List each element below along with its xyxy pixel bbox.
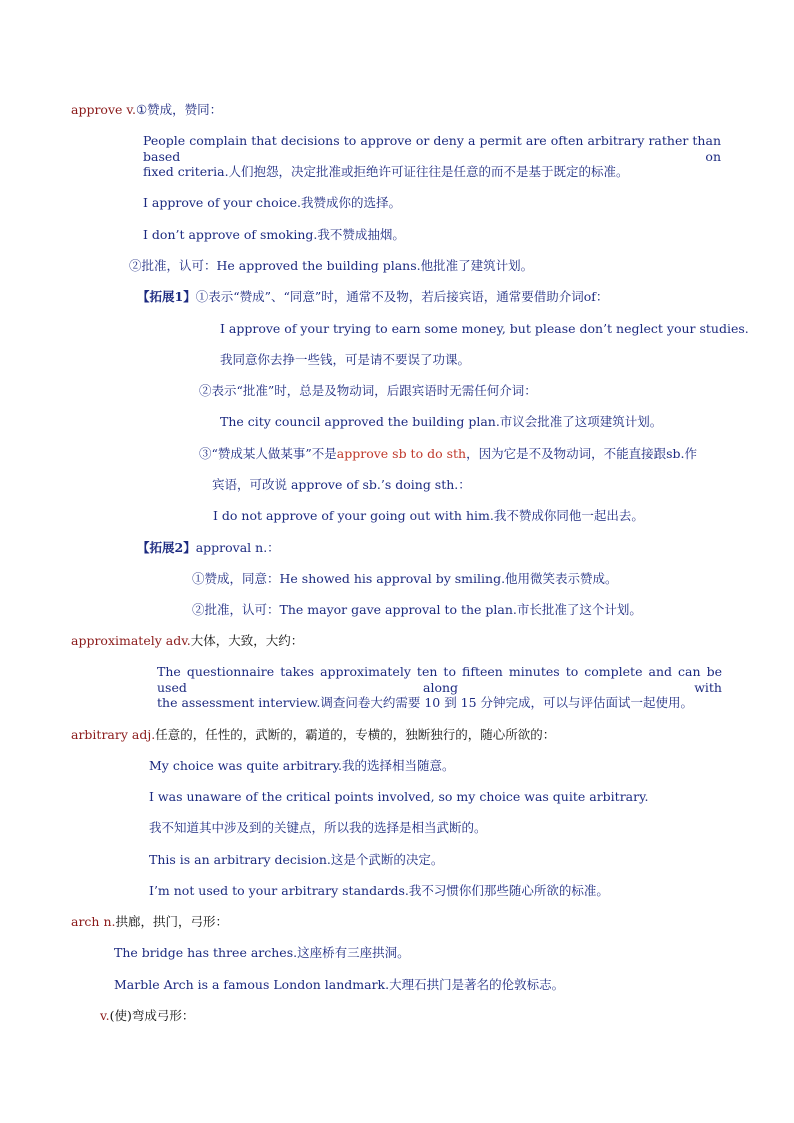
entry-arch-headline [71,914,228,930]
example-line: I was unaware of the critical points involved, so my choice was quite arbitrary. [149,789,649,804]
sense-1: ①赞成，赞同： [135,102,223,117]
sense: 大体，大致，大约： [190,633,304,648]
example-line: I don’t approve of smoking.我不赞成抽烟。 [143,227,405,242]
point-3-text: ③“赞成某人做某事”不是 [199,446,337,461]
example-line: Marble Arch is a famous London landmark.大理石拱门是著名的伦敦标志。 [114,977,565,992]
verb-label: v. [100,1008,110,1023]
example-line: The bridge has three arches.这座桥有三座拱洞。 [114,945,410,960]
sense-marker: ①赞成，同意： [192,571,280,586]
example-line: My choice was quite arbitrary.我的选择相当随意。 [149,758,455,773]
headword-arch: arch n. [71,914,116,929]
extension-2-label: 【拓展2】 [137,540,196,555]
extension-1-label: 【拓展1】 [137,289,196,304]
example-line: the assessment interview.调查问卷大约需要 10 到 15 分钟完成，可以与评估面试一起使用。 [157,695,694,710]
sense: 拱廊，拱门，弓形： [115,914,228,929]
extension-2-line [137,540,280,556]
extension-2-head: approval n.： [195,540,280,555]
headword-approximately: approximately adv. [71,633,191,648]
sense-2-marker: ②批准，认可： [129,258,217,273]
point-3-wrong-usage: approve sb to do sth [336,446,467,461]
entry-arch-verb [100,1008,194,1024]
example-en-justified: People complain that decisions to approve or deny a permit are often arbitrary rather than based on [143,133,721,164]
example-line: I approve of your trying to earn some money, but please don’t neglect your studies. [220,321,749,336]
example-en-justified: The questionnaire takes approximately ten to fifteen minutes to complete and can be used along with [157,664,722,695]
extension-1-point-3 [199,446,697,462]
example-line: I’m not used to your arbitrary standards.我不习惯你们那些随心所欲的标准。 [149,883,609,898]
example-line: 我不知道其中涉及到的关键点，所以我的选择是相当武断的。 [149,820,487,835]
extension-2-sense-1 [192,571,618,587]
point-3-text-cont: ，因为它是不及物动词，不能直接跟sb.作 [466,446,697,461]
sense-example: The mayor gave approval to the plan.市长批准了这个计划。 [279,602,642,617]
example-line: This is an arbitrary decision.这是个武断的决定。 [149,852,444,867]
extension-1-point-3-cont: 宾语，可改说 approve of sb.’s doing sth.： [212,477,471,492]
sense-2-example: He approved the building plans.他批准了建筑计划。 [216,258,534,273]
headword-arbitrary: arbitrary adj. [71,727,156,742]
extension-1-point-2: ②表示“批准”时，总是及物动词，后跟宾语时无需任何介词： [199,383,537,398]
example-line [143,133,721,165]
entry-approve-headline [71,102,222,118]
entry-arbitrary-headline [71,727,555,743]
extension-2-sense-2 [192,602,642,618]
example-line: I do not approve of your going out with him.我不赞成你同他一起出去。 [213,508,644,523]
headword-approve: approve v. [71,102,136,117]
entry-approximately-headline [71,633,303,649]
sense-2-line [129,258,533,274]
sense-example: He showed his approval by smiling.他用微笑表示赞成。 [279,571,618,586]
example-line: The city council approved the building plan.市议会批准了这项建筑计划。 [220,414,663,429]
extension-1-line [137,289,608,305]
verb-sense: (使)弯成弓形： [109,1008,195,1023]
example-line: fixed criteria.人们抱怨，决定批准或拒绝许可证往往是任意的而不是基于既定的标准。 [143,164,629,179]
extension-1-point-1: ①表示“赞成”、“同意”时，通常不及物，若后接宾语，通常要借助介词of： [195,289,609,304]
example-line: 我同意你去挣一些钱，可是请不要误了功课。 [220,352,471,367]
sense: 任意的，任性的，武断的，霸道的，专横的，独断独行的，随心所欲的： [155,727,556,742]
example-line: I approve of your choice.我赞成你的选择。 [143,195,401,210]
example-line [157,664,722,696]
sense-marker: ②批准，认可： [192,602,280,617]
